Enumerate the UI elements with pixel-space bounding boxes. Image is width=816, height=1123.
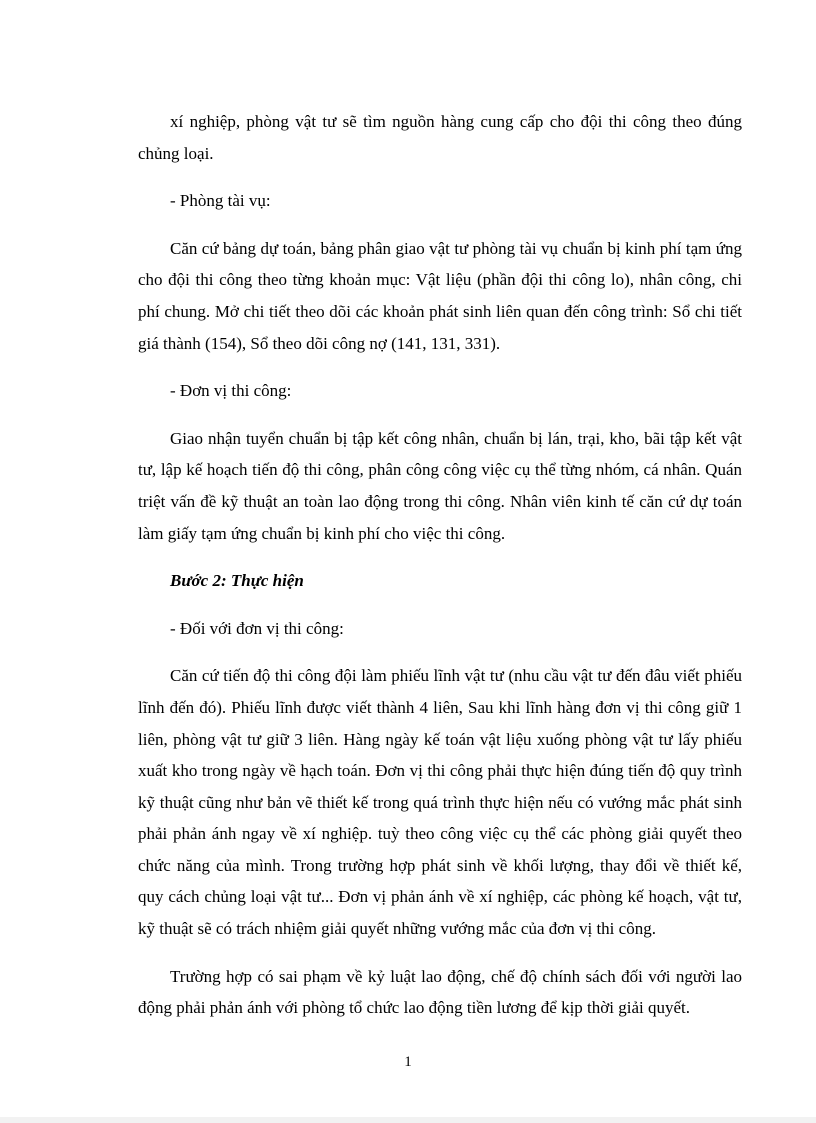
section-heading-buoc-2: Bước 2: Thực hiện <box>170 571 304 591</box>
page-bottom-edge <box>0 1117 816 1123</box>
paragraph-continuation: xí nghiệp, phòng vật tư sẽ tìm nguồn hàng cung cấp cho đội thi công theo đúng chủng loại. <box>138 112 742 163</box>
paragraph-tai-vu: Căn cứ bảng dự toán, bảng phân giao vật tư phòng tài vụ chuẩn bị kinh phí tạm ứng cho đội thi công theo từng khoản mục: Vật liệu (phần đội thi công lo), nhân công, chi phí chung. Mở chi tiết theo dõi các khoản phát sinh liên quan đến công trình: Sổ chi tiết giá thành (154), Sổ theo dõi công nợ (141, 131, 331). <box>138 238 742 353</box>
document-body <box>138 106 742 1040</box>
item-don-vi-thi-cong: - Đơn vị thi công: <box>170 381 292 401</box>
item-doi-voi-don-vi: - Đối với đơn vị thi công: <box>170 618 344 638</box>
paragraph-don-vi-thi-cong: Giao nhận tuyển chuẩn bị tập kết công nhân, chuẩn bị lán, trại, kho, bãi tập kết vật tư, lập kế hoạch tiến độ thi công, phân công công việc cụ thể từng nhóm, cá nhân. Quán triệt vấn đề kỹ thuật an toàn lao động trong thi công. Nhân viên kinh tế căn cứ dự toán làm giấy tạm ứng chuẩn bị kinh phí cho việc thi công. <box>138 428 742 543</box>
item-phong-tai-vu: - Phòng tài vụ: <box>170 191 271 211</box>
paragraph-thuc-hien: Căn cứ tiến độ thi công đội làm phiếu lĩnh vật tư (nhu cầu vật tư đến đâu viết phiếu lĩnh đến đó). Phiếu lĩnh được viết thành 4 liên, Sau khi lĩnh hàng đơn vị thi công giữ 1 liên, phòng vật tư giữ 3 liên. Hàng ngày kế toán vật liệu xuống phòng vật tư lấy phiếu xuất kho trong ngày về hạch toán. Đơn vị thi công phải thực hiện đúng tiến độ quy trình kỹ thuật cũng như bản vẽ thiết kế trong quá trình thực hiện nếu có vướng mắc phát sinh phải phản ánh ngay về xí nghiệp. tuỳ theo công việc cụ thể các phòng giải quyết theo chức năng của mình. Trong trường hợp phát sinh về khối lượng, thay đổi về thiết kế, quy cách chủng loại vật tư... Đơn vị phản ánh về xí nghiệp, các phòng kế hoạch, vật tư, kỹ thuật sẽ có trách nhiệm giải quyết những vướng mắc của đơn vị thi công. <box>138 666 742 939</box>
paragraph-sai-pham: Trường hợp có sai phạm về kỷ luật lao động, chế độ chính sách đối với người lao động phải phản ánh với phòng tổ chức lao động tiền lương để kịp thời giải quyết. <box>138 966 742 1018</box>
page-number: 1 <box>404 1054 412 1070</box>
